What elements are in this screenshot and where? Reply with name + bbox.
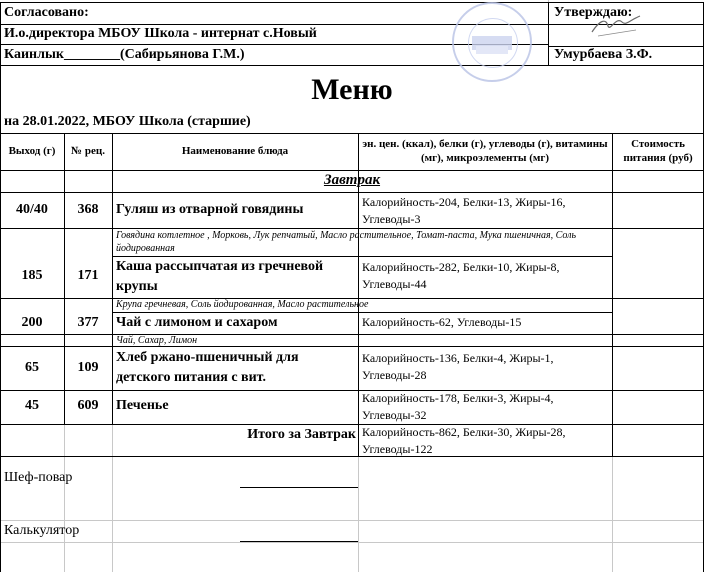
dish-name: Печенье bbox=[116, 398, 169, 413]
dish-nutrition: Калорийность-204, Белки-13, Жиры-16, Углеводы-3 bbox=[362, 195, 566, 226]
meal-section-title: Завтрак bbox=[323, 172, 381, 188]
dish-nutrition: Калорийность-136, Белки-4, Жиры-1, Углеводы-28 bbox=[362, 351, 554, 382]
col-header-cost: Стоимость питания (руб) bbox=[623, 138, 693, 164]
col-header-dish: Наименование блюда bbox=[181, 145, 289, 157]
director-line-2: Каинлык________(Сабирьянова Г.М.) bbox=[4, 47, 245, 62]
col-header-nutrition: эн. цен. (ккал), белки (г), углеводы (г), витамины (мг), микроэлементы (мг) bbox=[362, 138, 608, 164]
dish-name: Каша рассыпчатая из гречневой крупы bbox=[116, 259, 324, 294]
approver-name: Умурбаева З.Ф. bbox=[554, 47, 653, 62]
dish-ingredients: Крупа гречневая, Соль йодированная, Масло растительное bbox=[116, 299, 369, 310]
dish-name: Гуляш из отварной говядины bbox=[116, 202, 304, 217]
dish-ingredients: Говядина котлетное , Морковь, Лук репчатый, Масло растительное, Томат-паста, Мука пшеничная, Соль йодированная bbox=[116, 230, 577, 254]
dish-nutrition: Калорийность-178, Белки-3, Жиры-4, Углеводы-32 bbox=[362, 391, 554, 422]
total-label: Итого за Завтрак bbox=[247, 427, 356, 442]
dish-output: 40/40 bbox=[16, 202, 48, 217]
calculator-signature-line bbox=[240, 541, 358, 542]
dish-recipe: 609 bbox=[77, 398, 99, 413]
page-title: Меню bbox=[311, 73, 393, 106]
dish-recipe: 109 bbox=[77, 360, 99, 375]
chef-signature-line bbox=[240, 487, 358, 488]
director-line-1: И.о.директора МБОУ Школа - интернат с.Новый bbox=[4, 26, 317, 41]
dish-recipe: 171 bbox=[77, 268, 99, 283]
dish-nutrition: Калорийность-282, Белки-10, Жиры-8, Углеводы-44 bbox=[362, 260, 560, 291]
dish-name: Хлеб ржано-пшеничный для детского питания с вит. bbox=[116, 350, 299, 385]
dish-output: 200 bbox=[21, 315, 43, 330]
total-nutrition: Калорийность-862, Белки-30, Жиры-28, Углеводы-122 bbox=[362, 425, 566, 456]
approve-label: Утверждаю: bbox=[554, 5, 633, 20]
chef-label: Шеф-повар bbox=[4, 470, 73, 485]
dish-output: 185 bbox=[21, 268, 43, 283]
dish-name: Чай с лимоном и сахаром bbox=[116, 315, 278, 330]
dish-recipe: 377 bbox=[77, 315, 99, 330]
calculator-label: Калькулятор bbox=[4, 523, 80, 538]
dish-output: 65 bbox=[25, 360, 39, 375]
dish-output: 45 bbox=[25, 398, 39, 413]
dish-nutrition: Калорийность-62, Углеводы-15 bbox=[362, 315, 522, 329]
col-header-recipe: № рец. bbox=[71, 145, 105, 157]
col-header-output: Выход (г) bbox=[8, 145, 56, 157]
agreed-label: Согласовано: bbox=[4, 5, 89, 20]
menu-subtitle: на 28.01.2022, МБОУ Школа (старшие) bbox=[4, 114, 251, 129]
dish-recipe: 368 bbox=[77, 202, 99, 217]
dish-ingredients: Чай, Сахар, Лимон bbox=[116, 335, 198, 346]
